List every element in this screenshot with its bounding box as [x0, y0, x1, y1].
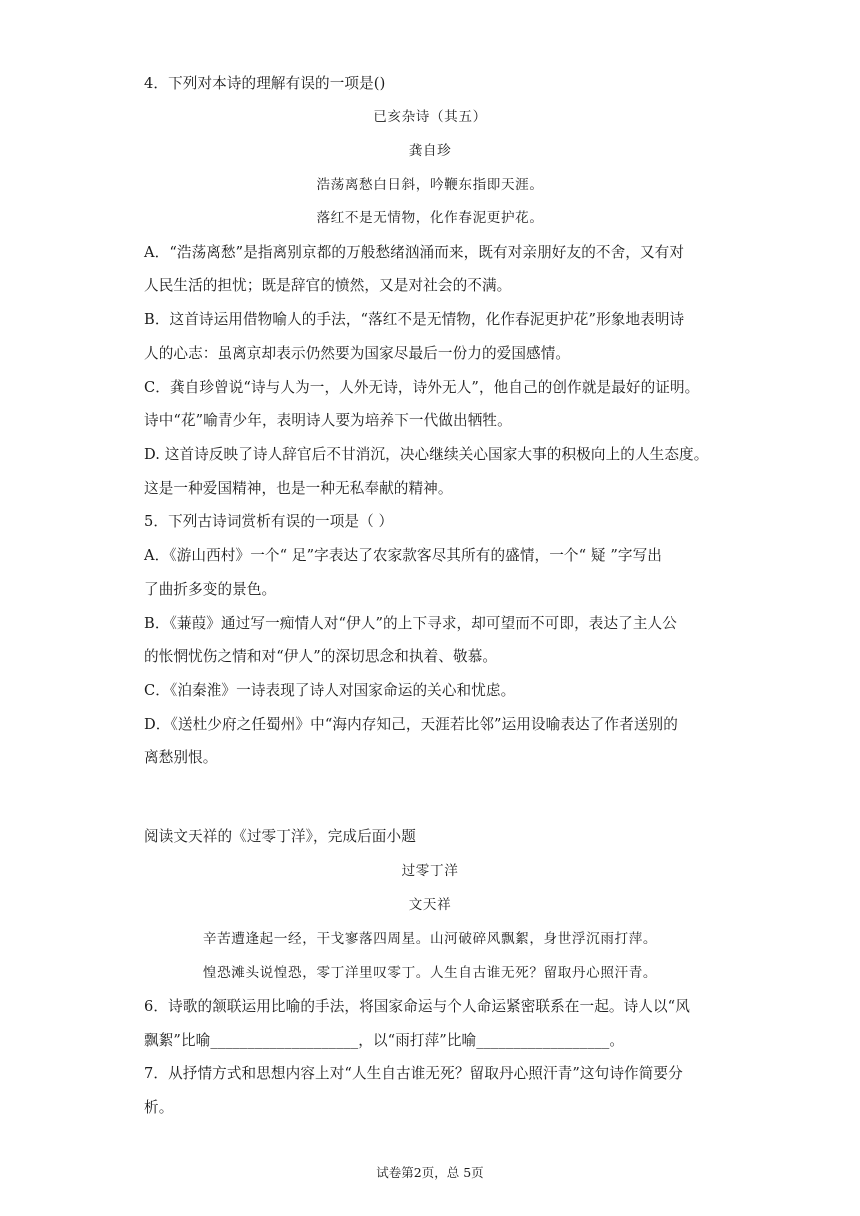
- poem-author: 龚自珍: [408, 143, 452, 159]
- q5-option-c: C．《泊秦淮》一诗表现了诗人对国家命运的关心和忧虑。: [144, 682, 516, 699]
- q5-option-b: B．《蒹葭》通过写一痴情人对“伊人”的上下寻求，却可望而不可即，表达了主人公: [144, 615, 677, 632]
- poem-title: 已亥杂诗（其五）: [373, 109, 487, 125]
- page-footer: 试卷第2页，总 5页: [376, 1165, 484, 1180]
- q5-option-a-cont: 了曲折多变的景色。: [144, 581, 277, 598]
- q4-option-c: C．龚自珍曾说“诗与人为一，人外无诗，诗外无人”，他自己的创作就是最好的证明。: [144, 379, 700, 396]
- q4-option-a-cont: 人民生活的担忧；既是辞官的愤然，又是对社会的不满。: [144, 277, 512, 294]
- poem-line: 辛苦遭逢起一经，干戈寥落四周星。山河破碎风飘絮，身世浮沉雨打萍。: [202, 931, 658, 947]
- question-4-stem: 4．下列对本诗的理解有误的一项是(): [144, 75, 386, 92]
- poem-line: 落红不是无情物，化作春泥更护花。: [316, 210, 544, 226]
- q5-option-b-cont: 的怅惘忧伤之情和对“伊人”的深切思念和执着、敬慕。: [144, 648, 498, 665]
- reading-intro: 阅读文天祥的《过零丁洋》，完成后面小题: [144, 828, 416, 845]
- question-6-stem: 6．诗歌的颔联运用比喻的手法，将国家命运与个人命运紧密联系在一起。诗人以“风: [144, 998, 690, 1015]
- poem-author: 文天祥: [408, 897, 452, 913]
- poem-line: 浩荡离愁白日斜，吟鞭东指即天涯。: [316, 177, 544, 193]
- question-7-cont: 析。: [144, 1099, 174, 1116]
- q4-option-a: A．“浩荡离愁”是指离别京都的万般愁绪汹涌而来，既有对亲朋好友的不舍，又有对: [144, 244, 685, 261]
- q5-option-d-cont: 离愁别恨。: [144, 749, 218, 766]
- poem-title: 过零丁洋: [401, 863, 459, 879]
- question-5-stem: 5．下列古诗词赏析有误的一项是（ ）: [144, 513, 394, 530]
- q5-option-d: D．《送杜少府之任蜀州》中“海内存知己，天涯若比邻”运用设喻表达了作者送别的: [144, 716, 678, 733]
- question-7-stem: 7．从抒情方式和思想内容上对“人生自古谁无死？留取丹心照汗青”这句诗作简要分: [144, 1065, 683, 1082]
- poem-line: 惶恐滩头说惶恐，零丁洋里叹零丁。人生自古谁无死？留取丹心照汗青。: [202, 965, 658, 981]
- question-6-blanks: 飘絮”比喻____________________，以“雨打萍”比喻__________________。: [144, 1032, 625, 1049]
- q4-option-b: B．这首诗运用借物喻人的手法，“落红不是无情物，化作春泥更护花”形象地表明诗: [144, 311, 685, 328]
- q5-option-a: A．《游山西村》一个“ 足”字表达了农家款客尽其所有的盛情，一个“ 疑 ”字写出: [144, 547, 663, 564]
- q4-option-c-cont: 诗中“花”喻青少年，表明诗人要为培养下一代做出牺牲。: [144, 412, 512, 429]
- q4-option-d: D. 这首诗反映了诗人辞官后不甘消沉，决心继续关心国家大事的积极向上的人生态度。: [144, 446, 709, 463]
- q4-option-b-cont: 人的心志：虽离京却表示仍然要为国家尽最后一份力的爱国感情。: [144, 345, 571, 362]
- q4-option-d-cont: 这是一种爱国精神，也是一种无私奉献的精神。: [144, 480, 453, 497]
